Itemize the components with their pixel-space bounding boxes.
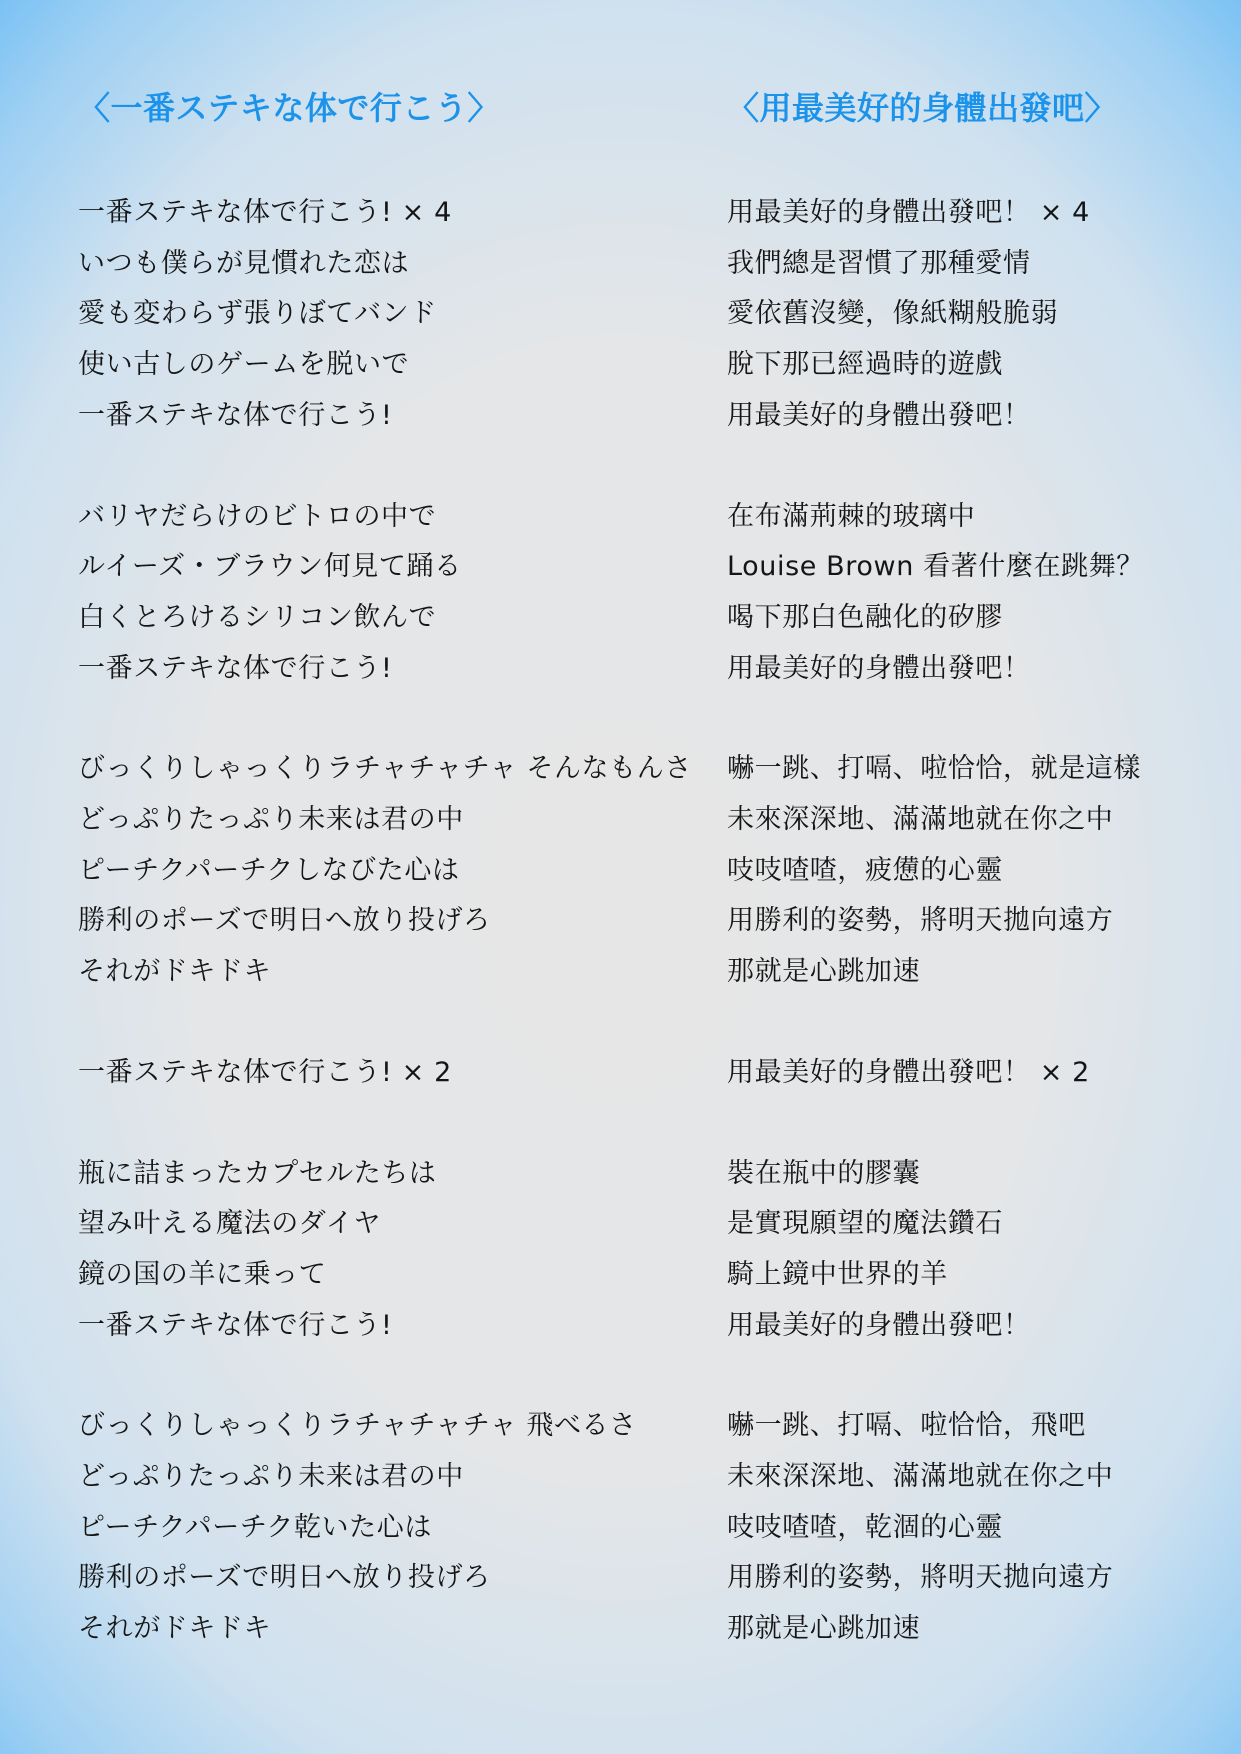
lyric-line: 用最美好的身體出發吧！ bbox=[727, 652, 1031, 684]
lyric-line: 用最美好的身體出發吧！ × 2 bbox=[727, 1056, 1090, 1088]
lyric-line: バリヤだらけのビトロの中で bbox=[78, 500, 437, 532]
chinese-stanza-3 bbox=[727, 744, 1227, 998]
chinese-stanza-6 bbox=[727, 1401, 1227, 1655]
lyric-line: 是實現願望的魔法鑽石 bbox=[727, 1208, 1003, 1240]
japanese-lyrics-column bbox=[78, 86, 698, 1705]
chinese-lyrics-column bbox=[727, 86, 1227, 1705]
lyric-line: 我們總是習慣了那種愛情 bbox=[727, 247, 1031, 279]
lyric-line: 未來深深地、滿滿地就在你之中 bbox=[727, 1461, 1114, 1493]
lyric-line: 嚇一跳、打嗝、啦恰恰，就是這樣 bbox=[727, 753, 1141, 785]
lyric-line: それがドキドキ bbox=[78, 956, 272, 988]
chinese-song-title: 〈用最美好的身體出發吧〉 bbox=[727, 89, 1118, 127]
lyric-line: 一番ステキな体で行こう! bbox=[78, 1309, 393, 1341]
lyric-line: 在布滿荊棘的玻璃中 bbox=[727, 500, 976, 532]
lyric-line: 那就是心跳加速 bbox=[727, 1613, 921, 1645]
lyric-line: 愛も変わらず張りぼてバンド bbox=[78, 298, 437, 330]
lyric-line: 裝在瓶中的膠囊 bbox=[727, 1157, 921, 1189]
japanese-stanza-4 bbox=[78, 1048, 698, 1099]
lyric-line: 望み叶える魔法のダイヤ bbox=[78, 1208, 382, 1240]
lyric-line: いつも僕らが見慣れた恋は bbox=[78, 247, 410, 279]
japanese-song-title: 〈一番ステキな体で行こう〉 bbox=[78, 89, 500, 127]
lyric-line: 用最美好的身體出發吧！ × 4 bbox=[727, 197, 1090, 228]
japanese-stanza-2 bbox=[78, 492, 698, 695]
lyric-line: 鏡の国の羊に乗って bbox=[78, 1258, 327, 1290]
lyric-line: 那就是心跳加速 bbox=[727, 956, 921, 988]
lyric-line: それがドキドキ bbox=[78, 1613, 272, 1645]
lyric-line: 一番ステキな体で行こう! bbox=[78, 652, 393, 684]
japanese-stanza-5 bbox=[78, 1149, 698, 1352]
lyric-line: 一番ステキな体で行こう! × 2 bbox=[78, 1056, 452, 1088]
japanese-stanza-1 bbox=[78, 188, 698, 442]
lyric-line: 用勝利的姿勢，將明天拋向遠方 bbox=[727, 905, 1114, 937]
lyric-line: 一番ステキな体で行こう! bbox=[78, 399, 393, 431]
lyric-line: 使い古しのゲームを脱いで bbox=[78, 349, 410, 381]
lyric-line: びっくりしゃっくりラチャチャチャ 飛べるさ bbox=[78, 1410, 637, 1442]
lyric-line: 勝利のポーズで明日へ放り投げろ bbox=[78, 905, 491, 937]
lyric-line: 脫下那已經過時的遊戲 bbox=[727, 349, 1003, 381]
chinese-stanza-4 bbox=[727, 1048, 1227, 1099]
japanese-stanza-3 bbox=[78, 744, 698, 998]
lyric-line: 吱吱喳喳，疲憊的心靈 bbox=[727, 854, 1003, 886]
chinese-stanza-5 bbox=[727, 1149, 1227, 1352]
lyric-line: ピーチクパーチクしなびた心は bbox=[78, 854, 460, 886]
lyric-line: 瓶に詰まったカプセルたちは bbox=[78, 1157, 437, 1189]
japanese-stanza-6 bbox=[78, 1401, 698, 1655]
lyric-line: 勝利のポーズで明日へ放り投げろ bbox=[78, 1562, 491, 1594]
lyric-line: 用勝利的姿勢，將明天拋向遠方 bbox=[727, 1562, 1114, 1594]
lyric-line: 嚇一跳、打嗝、啦恰恰，飛吧 bbox=[727, 1410, 1086, 1442]
lyric-line: びっくりしゃっくりラチャチャチャ そんなもんさ bbox=[78, 753, 692, 785]
lyric-line: 用最美好的身體出發吧！ bbox=[727, 1309, 1031, 1341]
lyric-line: 吱吱喳喳，乾涸的心靈 bbox=[727, 1511, 1003, 1543]
lyric-line: ルイーズ・ブラウン何見て踊る bbox=[78, 551, 462, 583]
lyric-line: ピーチクパーチク乾いた心は bbox=[78, 1511, 432, 1543]
lyric-line: 愛依舊沒變，像紙糊般脆弱 bbox=[727, 298, 1059, 330]
lyric-line: 白くとろけるシリコン飲んで bbox=[78, 601, 437, 633]
lyric-line: 用最美好的身體出發吧！ bbox=[727, 399, 1031, 431]
chinese-stanza-2 bbox=[727, 492, 1227, 695]
lyric-line: どっぷりたっぷり未来は君の中 bbox=[78, 1461, 464, 1493]
chinese-stanza-1 bbox=[727, 188, 1227, 442]
lyric-line: 騎上鏡中世界的羊 bbox=[727, 1258, 948, 1290]
lyric-line: 一番ステキな体で行こう! × 4 bbox=[78, 197, 452, 228]
lyric-line: どっぷりたっぷり未来は君の中 bbox=[78, 804, 464, 836]
lyric-line: 未來深深地、滿滿地就在你之中 bbox=[727, 804, 1114, 836]
lyric-line: Louise Brown 看著什麼在跳舞？ bbox=[727, 551, 1144, 583]
lyric-line: 喝下那白色融化的矽膠 bbox=[727, 601, 1003, 633]
